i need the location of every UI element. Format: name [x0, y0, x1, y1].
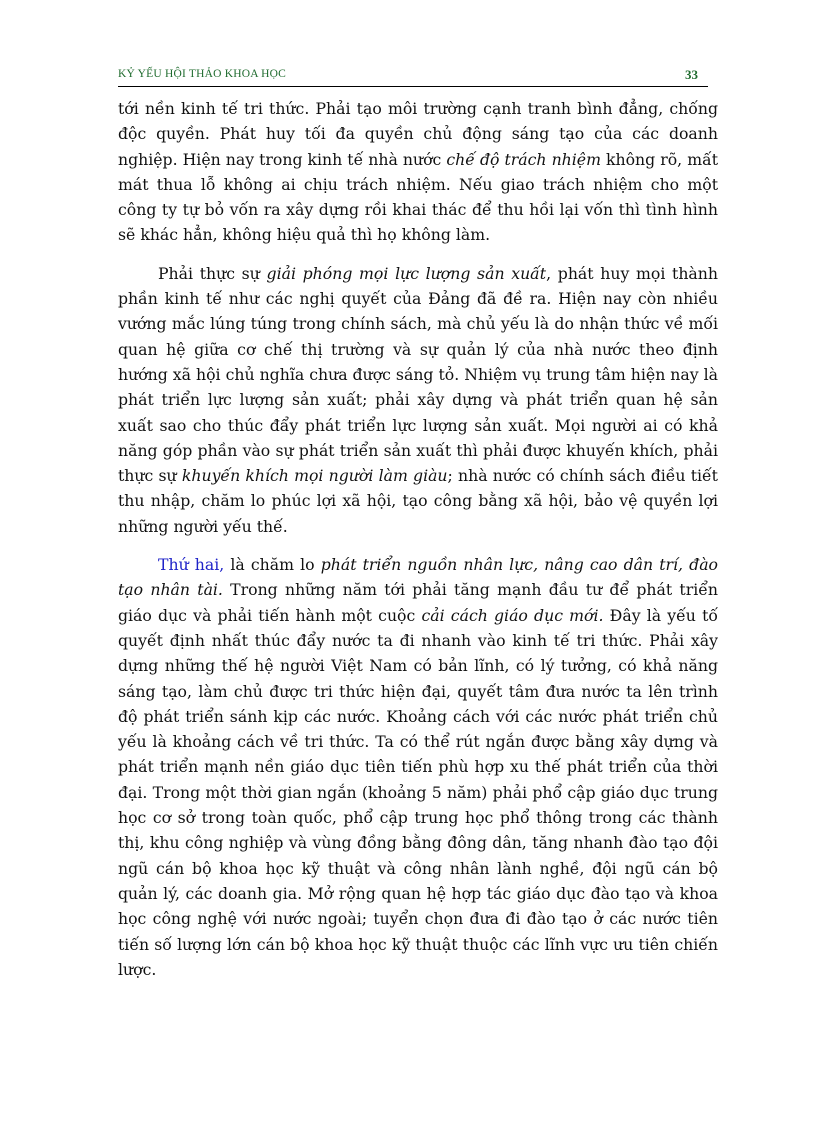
paragraph-gap: [118, 248, 718, 261]
emphasis-text: phát triển nguồn nhân lực, nâng cao dân trí, đào tạo nhân tài.: [118, 555, 719, 600]
text-run: là chăm lo: [224, 555, 321, 575]
running-header: [118, 64, 708, 87]
emphasis-text: khuyến khích mọi người làm giàu: [181, 466, 448, 486]
paragraph: [118, 261, 718, 539]
header-title: KỶ YẾU HỘI THẢO KHOA HỌC: [118, 68, 287, 80]
paragraph: [118, 96, 718, 248]
text-run: tới nền kinh tế tri thức. Phải tạo môi trường cạnh tranh bình đẳng, chống độc quyền. Phát huy tối đa quyền chủ động sáng tạo của các doanh nghiệp. Hiện nay trong kinh tế nhà nước: [118, 99, 718, 169]
emphasis-text: giải phóng mọi lực lượng sản xuất: [266, 263, 547, 283]
text-run: Trong những năm tới phải tăng mạnh đầu tư để phát triển giáo dục và phải tiến hành một cuộc: [118, 580, 718, 625]
emphasis-text: chế độ trách nhiệm: [446, 149, 601, 169]
paragraph-gap: [118, 539, 718, 552]
text-run: ; nhà nước có chính sách điều tiết thu nhập, chăm lo phúc lợi xã hội, tạo công bằng xã hội, bảo vệ quyền lợi những người yếu thế.: [118, 466, 718, 536]
emphasis-text: cải cách giáo dục mới.: [421, 605, 604, 625]
text-run: Đây là yếu tố quyết định nhất thúc đẩy nước ta đi nhanh vào kinh tế tri thức. Phải xây dựng những thế hệ người Việt Nam có bản lĩnh, có lý tưởng, có khả năng sáng tạo, làm chủ được tri thức hiện đại, quyết tâm đưa nước ta lên trình độ phát triển sánh kịp các nước. Khoảng cách với các nước phát triển chủ yếu là khoảng cách về tri thức. Ta có thể rút ngắn được bằng xây dựng và phát triển mạnh nền giáo dục tiên tiến phù hợp xu thế phát triển của thời đại. Trong một thời gian ngắn (khoảng 5 năm) phải phổ cập giáo dục trung học cơ sở trong toàn quốc, phổ cập trung học phổ thông trong các thành thị, khu công nghiệp và vùng đồng bằng đông dân, tăng nhanh đào tạo đội ngũ cán bộ khoa học kỹ thuật và công nhân lành nghề, đội ngũ cán bộ quản lý, các doanh gia. Mở rộng quan hệ hợp tác giáo dục đào tạo và khoa học công nghệ với nước ngoài; tuyển chọn đưa đi đào tạo ở các nước tiên tiến số lượng lớn cán bộ khoa học kỹ thuật thuộc các lĩnh vực ưu tiên chiến lược.: [118, 605, 718, 979]
paragraph: [118, 552, 718, 982]
text-run: không rõ, mất mát thua lỗ không ai chịu trách nhiệm. Nếu giao trách nhiệm cho một công ty tự bỏ vốn ra xây dựng rồi khai thác để thu hồi lại vốn thì tình hình sẽ khác hẳn, không hiệu quả thì họ không làm.: [118, 149, 718, 245]
text-run: Phải thực sự: [158, 263, 267, 283]
section-marker: Thứ hai,: [158, 555, 225, 575]
text-run: , phát huy mọi thành phần kinh tế như các nghị quyết của Đảng đã đề ra. Hiện nay còn nhiều vướng mắc lúng túng trong chính sách, mà chủ yếu là do nhận thức về mối quan hệ giữa cơ chế thị trường và sự quản lý của nhà nước theo định hướng xã hội chủ nghĩa chưa được sáng tỏ. Nhiệm vụ trung tâm hiện nay là phát triển lực lượng sản xuất; phải xây dựng và phát triển quan hệ sản xuất sao cho thúc đẩy phát triển lực lượng sản xuất. Mọi người ai có khả năng góp phần vào sự phát triển sản xuất thì phải được khuyến khích, phải thực sự: [118, 263, 718, 486]
page-number: 33: [685, 67, 698, 82]
body-text: [118, 96, 718, 982]
